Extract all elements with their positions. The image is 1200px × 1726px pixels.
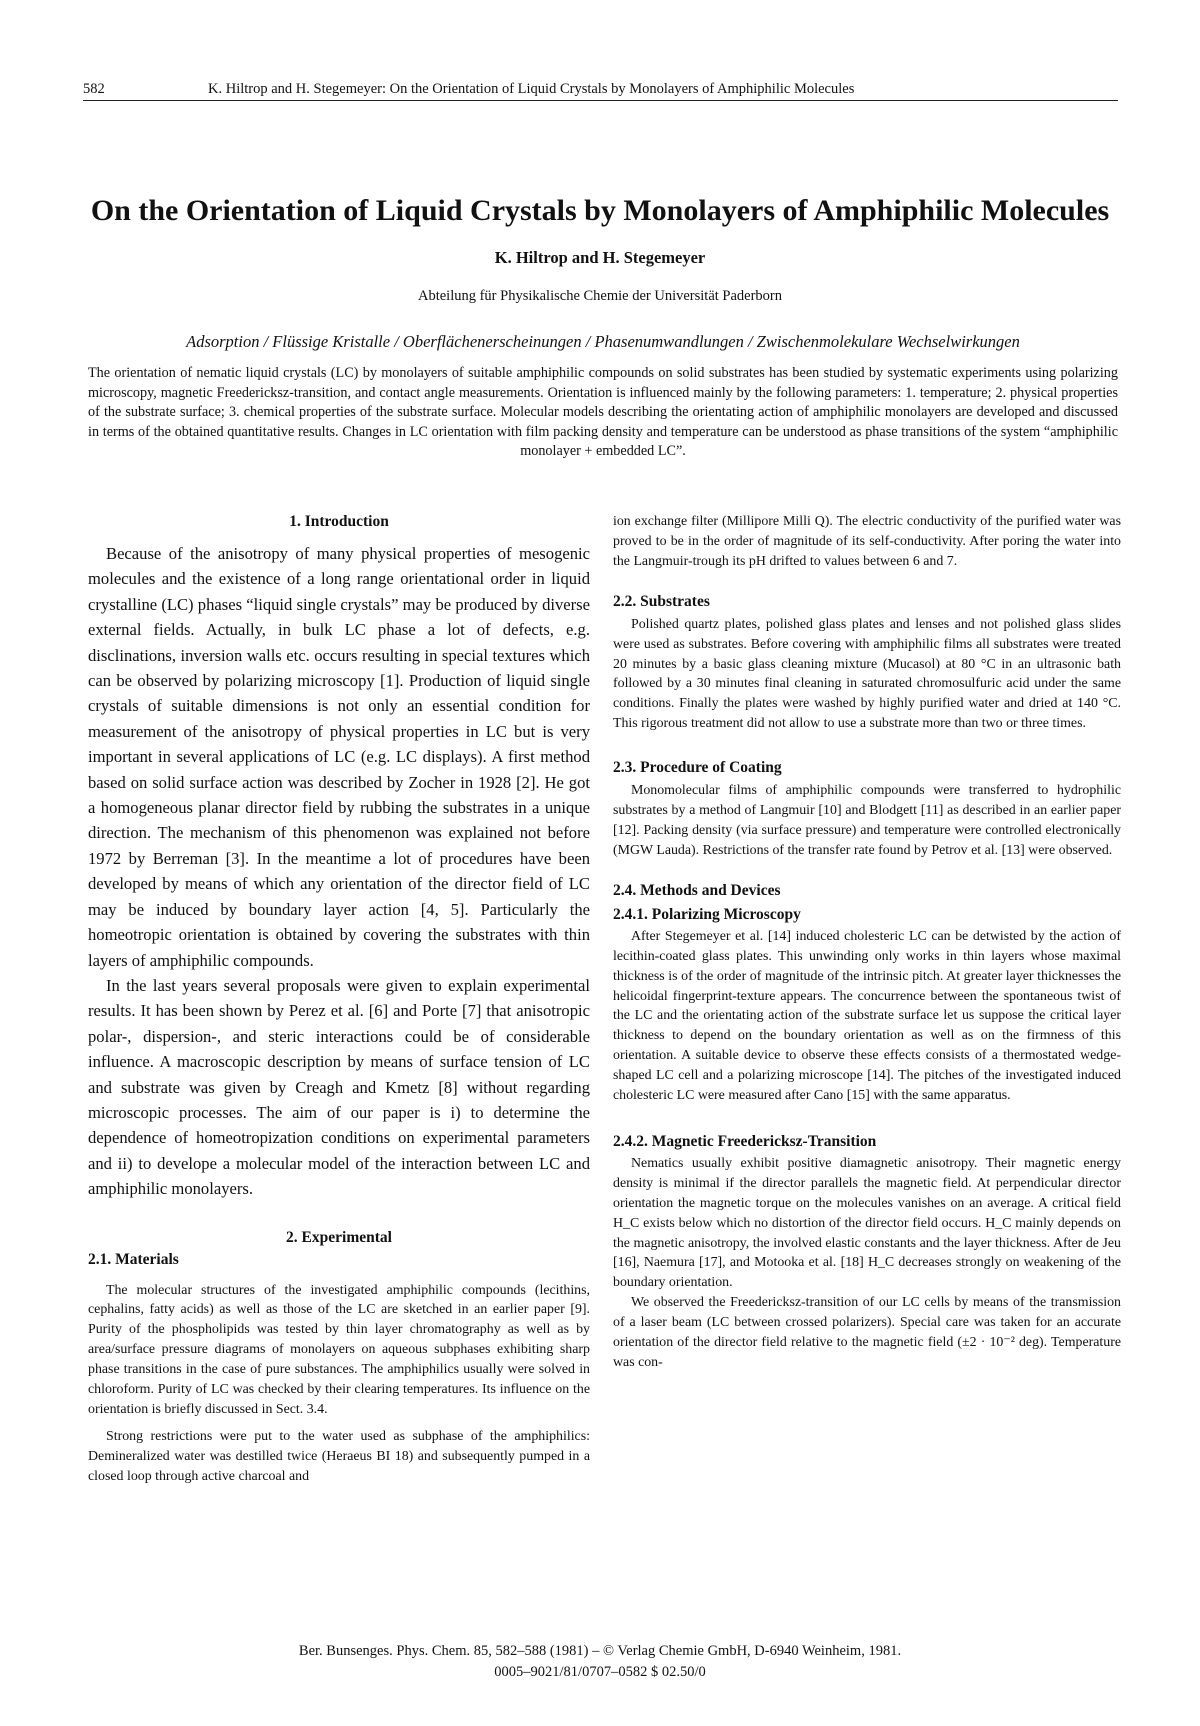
article-keywords: Adsorption / Flüssige Kristalle / Oberflächenerscheinungen / Phasenumwandlungen / Zwischenmolekulare Wechselwirkungen [186,332,1020,351]
introduction-paragraph-2: In the last years several proposals were given to explain experimental results. It has been shown by Perez et al. [6] and Porte [7] that anisotropic polar-, dispersion-, and steric interactions could be of considerable influence. A macroscopic description by means of surface tension of LC and substrate was given by Creagh and Kmetz [8] without regarding microscopic processes. The aim of our paper is i) to determine the dependence of homeotropization conditions on experimental parameters and ii) to develope a molecular model of the interaction between LC and amphiphilic monolayers. [88,975,590,1199]
article-authors: K. Hiltrop and H. Stegemeyer [494,248,706,267]
page-footer [0,1641,1200,1683]
microscopy-paragraph: After Stegemeyer et al. [14] induced cholesteric LC can be detwisted by the action of lecithin-coated glass plates. This unwinding only works in thin layers whose maximal thickness is of the order of magnitude of the intrinsic pitch. At greater layer thicknesses the helicoidal fingerprint-texture appears. The concurrence between the spontaneous twist of the LC and the orientating action of the substrate surface let us suppose the critical layer thickness to depend on the boundary orientation as well as on the firmness of this orientation. A suitable device to observe these effects consists of a thermostated wedge-shaped LC cell and a polarizing microscope [14]. The pitches of the investigated induced cholesteric LC were measured after Cano [15] with the same apparatus. [613,928,1121,1104]
article-abstract: The orientation of nematic liquid crystals (LC) by monolayers of suitable amphiphilic compounds on solid substrates has been studied by systematic experiments using polarizing microscopy, magnetic Freedericksz-transition, and contact angle measurements. Orientation is influenced mainly by the following parameters: 1. temperature; 2. physical properties of the substrate surface; 3. chemical properties of the substrate surface. Molecular models describing the orientating action of amphiphilic monolayers are developed and discussed in terms of the obtained quantitative results. Changes in LC orientation with film packing density and temperature can be understood as phase transitions of the system “amphiphilic monolayer + embedded LC”. [88,365,1118,460]
coating-paragraph: Monomolecular films of amphiphilic compounds were transferred to hydrophilic substrates by a method of Langmuir [10] and Blodgett [11] as described in an earlier paper [12]. Packing density (via surface pressure) and temperature were controlled electronically (MGW Lauda). Restrictions of the transfer rate found by Petrov et al. [13] were observed. [613,783,1121,858]
page-number: 582 [83,81,105,97]
freedericksz-paragraph-2: We observed the Freedericksz-transition of our LC cells by means of the transmission of a laser beam (LC between crossed polarizers). Special care was taken for an accurate orientation of the director field relative to the magnetic field (±2 · 10⁻² deg). Temperature was con- [613,1295,1121,1370]
introduction-paragraph-1: Because of the anisotropy of many physical properties of mesogenic molecules and the existence of a long range orientational order in liquid crystalline (LC) phases “liquid single crystals” may be produced by diverse external fields. Actually, in bulk LC phase a lot of defects, e.g. disclinations, inversion walls etc. occurs resulting in special textures which can be observed by polarizing microscopy [1]. Production of liquid single crystals of suitable dimensions is not only an essential condition for measurement of the anisotropy of physical properties in LC but is very important in several applications of LC (e.g. LC displays). A first method based on solid surface action was described by Zocher in 1928 [2]. He got a homogeneous planar director field by rubbing the substrates in a unique direction. The mechanism of this phenomenon was explained not before 1972 by Berreman [3]. In the meantime a lot of procedures have been developed by means of which any orientation of the director field of LC may be induced by boundary layer action [4, 5]. Particularly the homeotropic orientation is obtained by covering the substrates with thin layers of amphiphilic compounds. [88,544,590,970]
materials-paragraph-continued: ion exchange filter (Millipore Milli Q). The electric conductivity of the purified water was proved to be in the order of magnitude of its self-conductivity. After poring the water into the Langmuir-trough its pH drifted to values between 6 and 7. [613,514,1121,569]
right-column [613,512,1121,1373]
article-affiliation: Abteilung für Physikalische Chemie der Universität Paderborn [417,288,783,304]
footer-citation: Ber. Bunsenges. Phys. Chem. 85, 582–588 (1981) – © Verlag Chemie GmbH, D-6940 Weinheim, 1981. [298,1643,902,1659]
materials-paragraph-1: The molecular structures of the investigated amphiphilic compounds (lecithins, cephalins, fatty acids) as well as those of the LC are sketched in an earlier paper [9]. Purity of the phospholipids was tested by thin layer chromatography as well as by area/surface pressure diagrams of monolayers on aqueous subphases exhibiting sharp phase transitions in the case of pure substances. The amphiphilics usually were solved in chloroform. Purity of LC was checked by their clearing temperatures. Its influence on the orientation is briefly discussed in Sect. 3.4. [88,1282,590,1417]
freedericksz-paragraph-1: Nematics usually exhibit positive diamagnetic anisotropy. Their magnetic energy density is minimal if the director parallels the magnetic field. At perpendicular director orientation the magnetic torque on the molecules vanishes on an average. A critical field H_C exists below which no distortion of the director field occurs. H_C mainly depends on the magnetic anisotropy, the involved elastic constants and the layer thickness. After de Jeu [16], Naemura [17], and Motooka et al. [18] H_C decreases strongly on weakening of the boundary orientation. [613,1155,1121,1291]
article-title: On the Orientation of Liquid Crystals by Monolayers of Amphiphilic Molecules [90,194,1110,227]
substrates-paragraph: Polished quartz plates, polished glass plates and lenses and not polished glass slides were used as substrates. Before covering with amphiphilic films all substrates were treated 20 minutes by a basic glass cleaning mixture (Mucasol) at 80 °C in an ultrasonic bath followed by a 30 minutes final cleaning in saturated chromosulfuric acid under the same conditions. Finally the plates were washed by highly purified water and dried at 140 °C. This rigorous treatment did not allow to use a substrate more than two or three times. [613,616,1121,732]
materials-paragraph-2: Strong restrictions were put to the water used as subphase of the amphiphilics: Demineralized water was destilled twice (Heraeus BI 18) and subsequently pumped in a closed loop through active charcoal and [88,1428,590,1484]
subsubsection-heading-freedericksz: 2.4.2. Magnetic Freedericksz-Transition [613,1132,877,1150]
subsubsection-heading-microscopy: 2.4.1. Polarizing Microscopy [613,905,801,923]
subsection-heading-coating: 2.3. Procedure of Coating [613,759,782,777]
footer-code: 0005–9021/81/0707–0582 $ 02.50/0 [494,1664,706,1680]
left-column [88,512,590,1487]
subsection-heading-methods: 2.4. Methods and Devices [613,881,781,899]
section-heading-introduction: 1. Introduction [289,513,389,530]
subsection-heading-materials: 2.1. Materials [88,1250,179,1268]
running-head-text: K. Hiltrop and H. Stegemeyer: On the Orientation of Liquid Crystals by Monolayers of Amphiphilic Molecules [208,81,855,97]
subsection-heading-substrates: 2.2. Substrates [613,592,710,610]
section-heading-experimental: 2. Experimental [286,1228,392,1246]
running-head [83,80,1118,101]
